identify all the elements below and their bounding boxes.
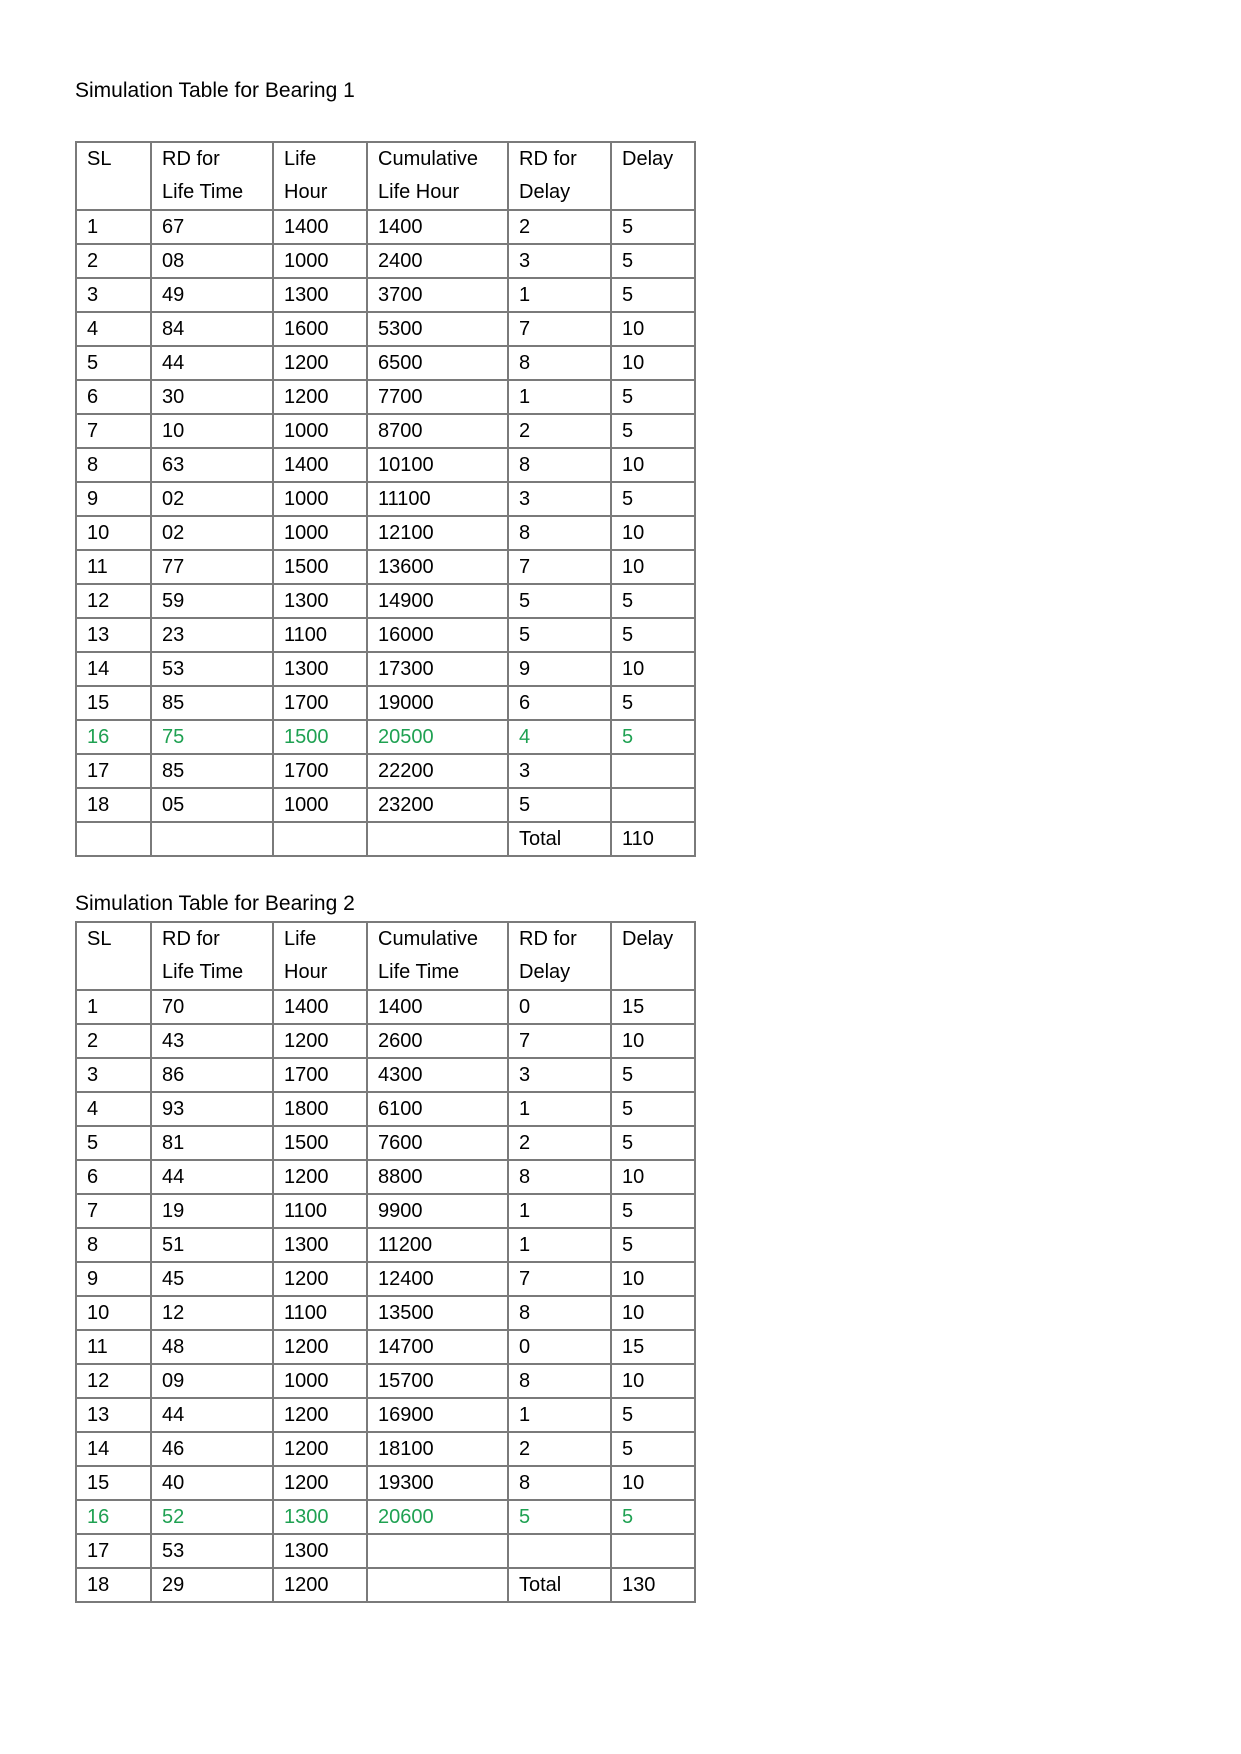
table-row: [76, 1432, 695, 1466]
cell-cumulative: 13500: [367, 1296, 508, 1330]
cell-cumulative: 2600: [367, 1024, 508, 1058]
cell-cumulative: [367, 1568, 508, 1602]
cell-delay: 110: [611, 822, 695, 856]
cell-rd-life-time: 44: [151, 1160, 273, 1194]
bearing1-simulation-table: [75, 141, 696, 857]
cell-sl: 18: [76, 1568, 151, 1602]
cell-delay: 5: [611, 686, 695, 720]
cell-sl: 17: [76, 1534, 151, 1568]
cell-delay: 5: [611, 618, 695, 652]
cell-cumulative: 7600: [367, 1126, 508, 1160]
cell-rd-life-time: 30: [151, 380, 273, 414]
header-rd-life-time: [151, 142, 273, 210]
cell-delay: 5: [611, 720, 695, 754]
cell-cumulative: 3700: [367, 278, 508, 312]
header-line: Delay: [622, 928, 674, 950]
cell-delay: 5: [611, 1432, 695, 1466]
cell-rd-delay: 5: [508, 584, 611, 618]
table-row: [76, 312, 695, 346]
table-row: [76, 788, 695, 822]
cell-rd-delay: 1: [508, 380, 611, 414]
cell-delay: 10: [611, 516, 695, 550]
cell-sl: 15: [76, 686, 151, 720]
cell-rd-life-time: 40: [151, 1466, 273, 1500]
bearing1-title: Simulation Table for Bearing 1: [75, 79, 355, 102]
cell-life-hour: 1200: [273, 1432, 367, 1466]
cell-rd-life-time: 63: [151, 448, 273, 482]
cell-delay: [611, 754, 695, 788]
cell-delay: 5: [611, 380, 695, 414]
table-row: [76, 1534, 695, 1568]
table-row: [76, 1024, 695, 1058]
table-row: [76, 584, 695, 618]
cell-delay: 5: [611, 1398, 695, 1432]
cell-life-hour: 1500: [273, 720, 367, 754]
cell-rd-life-time: 51: [151, 1228, 273, 1262]
cell-sl: 7: [76, 1194, 151, 1228]
header-life-hour: [273, 922, 367, 990]
cell-delay: 10: [611, 550, 695, 584]
header-line: Life: [284, 148, 317, 170]
cell-sl: 18: [76, 788, 151, 822]
cell-sl: 1: [76, 990, 151, 1024]
header-sl: [76, 142, 151, 210]
cell-life-hour: 1200: [273, 1024, 367, 1058]
table-row: [76, 1126, 695, 1160]
table-row: [76, 1092, 695, 1126]
cell-life-hour: 1400: [273, 448, 367, 482]
header-delay: [611, 142, 695, 210]
cell-life-hour: 1000: [273, 414, 367, 448]
cell-sl: 10: [76, 516, 151, 550]
cell-delay: 10: [611, 1160, 695, 1194]
header-line: Delay: [519, 181, 571, 203]
header-line: RD for: [519, 928, 577, 950]
cell-rd-delay: [508, 1534, 611, 1568]
table-row: [76, 1296, 695, 1330]
cell-rd-life-time: 45: [151, 1262, 273, 1296]
cell-rd-life-time: [151, 822, 273, 856]
cell-delay: 15: [611, 990, 695, 1024]
cell-cumulative: 23200: [367, 788, 508, 822]
cell-rd-delay: 3: [508, 244, 611, 278]
cell-cumulative: 19000: [367, 686, 508, 720]
cell-life-hour: 1300: [273, 652, 367, 686]
header-line: Life Time: [162, 961, 244, 983]
cell-rd-life-time: 12: [151, 1296, 273, 1330]
table-row: [76, 550, 695, 584]
cell-cumulative: 18100: [367, 1432, 508, 1466]
cell-cumulative: 13600: [367, 550, 508, 584]
cell-life-hour: 1000: [273, 244, 367, 278]
cell-delay: 10: [611, 1296, 695, 1330]
cell-rd-delay: 2: [508, 414, 611, 448]
cell-sl: 17: [76, 754, 151, 788]
cell-rd-delay: 1: [508, 1092, 611, 1126]
table-row: [76, 244, 695, 278]
cell-cumulative: 8800: [367, 1160, 508, 1194]
cell-rd-life-time: 23: [151, 618, 273, 652]
cell-life-hour: 1700: [273, 1058, 367, 1092]
cell-sl: 8: [76, 448, 151, 482]
header-line: RD for: [162, 148, 220, 170]
cell-life-hour: 1400: [273, 990, 367, 1024]
table-row: [76, 1330, 695, 1364]
header-line: Delay: [519, 961, 571, 983]
cell-cumulative: 11200: [367, 1228, 508, 1262]
cell-life-hour: 1200: [273, 1330, 367, 1364]
header-line: Hour: [284, 961, 328, 983]
header-line: Hour: [284, 181, 328, 203]
table-row: [76, 990, 695, 1024]
cell-rd-life-time: 02: [151, 516, 273, 550]
cell-rd-delay: Total: [508, 1568, 611, 1602]
table-row: [76, 754, 695, 788]
cell-rd-life-time: 67: [151, 210, 273, 244]
cell-delay: 5: [611, 1092, 695, 1126]
cell-life-hour: 1300: [273, 1534, 367, 1568]
cell-life-hour: 1100: [273, 1194, 367, 1228]
cell-rd-delay: 4: [508, 720, 611, 754]
cell-rd-life-time: 10: [151, 414, 273, 448]
header-line: Life Hour: [378, 181, 460, 203]
table-row: [76, 516, 695, 550]
table-row-highlighted: [76, 1500, 695, 1534]
cell-life-hour: 1300: [273, 1500, 367, 1534]
cell-rd-life-time: 09: [151, 1364, 273, 1398]
header-line: SL: [87, 928, 112, 950]
cell-life-hour: 1200: [273, 346, 367, 380]
cell-rd-delay: 5: [508, 1500, 611, 1534]
cell-rd-delay: 8: [508, 448, 611, 482]
cell-sl: 11: [76, 1330, 151, 1364]
cell-sl: 12: [76, 1364, 151, 1398]
cell-rd-delay: 8: [508, 1364, 611, 1398]
cell-rd-life-time: 02: [151, 482, 273, 516]
cell-delay: [611, 1534, 695, 1568]
cell-sl: 13: [76, 1398, 151, 1432]
table-row: [76, 1194, 695, 1228]
cell-rd-delay: 0: [508, 990, 611, 1024]
cell-delay: 5: [611, 414, 695, 448]
table-header-row: [76, 922, 695, 990]
cell-delay: 5: [611, 1194, 695, 1228]
cell-delay: [611, 788, 695, 822]
cell-cumulative: [367, 822, 508, 856]
table-row: [76, 1228, 695, 1262]
table-row: [76, 652, 695, 686]
cell-life-hour: 1200: [273, 1262, 367, 1296]
cell-sl: 11: [76, 550, 151, 584]
cell-life-hour: 1400: [273, 210, 367, 244]
table-row-highlighted: [76, 720, 695, 754]
cell-cumulative: 10100: [367, 448, 508, 482]
header-cumulative: [367, 142, 508, 210]
cell-delay: 10: [611, 346, 695, 380]
cell-delay: 10: [611, 1262, 695, 1296]
cell-rd-delay: 5: [508, 788, 611, 822]
table-row: [76, 822, 695, 856]
cell-rd-delay: 5: [508, 618, 611, 652]
header-sl: [76, 922, 151, 990]
cell-life-hour: 1700: [273, 686, 367, 720]
cell-life-hour: 1200: [273, 1398, 367, 1432]
cell-life-hour: 1000: [273, 516, 367, 550]
cell-delay: 5: [611, 482, 695, 516]
header-line: Life Time: [378, 961, 460, 983]
table-header-row: [76, 142, 695, 210]
cell-rd-delay: 8: [508, 346, 611, 380]
table-row: [76, 414, 695, 448]
cell-rd-delay: 3: [508, 1058, 611, 1092]
table-row: [76, 1160, 695, 1194]
header-rd-delay: [508, 922, 611, 990]
cell-cumulative: 14700: [367, 1330, 508, 1364]
cell-delay: 10: [611, 652, 695, 686]
cell-sl: 4: [76, 312, 151, 346]
header-cumulative: [367, 922, 508, 990]
cell-sl: 9: [76, 1262, 151, 1296]
cell-rd-delay: 7: [508, 1262, 611, 1296]
cell-sl: 6: [76, 1160, 151, 1194]
bearing2-simulation-table: [75, 921, 696, 1603]
cell-delay: 5: [611, 1500, 695, 1534]
cell-sl: 5: [76, 346, 151, 380]
cell-sl: 5: [76, 1126, 151, 1160]
cell-cumulative: 11100: [367, 482, 508, 516]
cell-rd-delay: 7: [508, 550, 611, 584]
cell-sl: 4: [76, 1092, 151, 1126]
cell-life-hour: 1500: [273, 550, 367, 584]
cell-rd-life-time: 53: [151, 1534, 273, 1568]
cell-life-hour: 1200: [273, 1568, 367, 1602]
cell-delay: 10: [611, 448, 695, 482]
cell-rd-delay: 0: [508, 1330, 611, 1364]
cell-rd-life-time: 70: [151, 990, 273, 1024]
cell-rd-life-time: 05: [151, 788, 273, 822]
cell-delay: 5: [611, 1228, 695, 1262]
cell-rd-delay: 8: [508, 516, 611, 550]
table-row: [76, 210, 695, 244]
table-row: [76, 448, 695, 482]
cell-rd-delay: 1: [508, 1398, 611, 1432]
header-rd-delay: [508, 142, 611, 210]
cell-rd-delay: 9: [508, 652, 611, 686]
cell-life-hour: [273, 822, 367, 856]
cell-rd-life-time: 29: [151, 1568, 273, 1602]
header-line: RD for: [162, 928, 220, 950]
cell-delay: 5: [611, 1058, 695, 1092]
cell-sl: [76, 822, 151, 856]
cell-delay: 130: [611, 1568, 695, 1602]
cell-delay: 5: [611, 278, 695, 312]
cell-rd-life-time: 86: [151, 1058, 273, 1092]
header-line: Life Time: [162, 181, 244, 203]
cell-rd-delay: 6: [508, 686, 611, 720]
cell-rd-delay: 8: [508, 1466, 611, 1500]
header-delay: [611, 922, 695, 990]
bearing2-title: Simulation Table for Bearing 2: [75, 892, 355, 915]
cell-sl: 3: [76, 278, 151, 312]
header-line: Cumulative: [378, 928, 479, 950]
cell-rd-life-time: 44: [151, 1398, 273, 1432]
header-line: RD for: [519, 148, 577, 170]
cell-rd-life-time: 08: [151, 244, 273, 278]
table-row: [76, 482, 695, 516]
cell-sl: 2: [76, 244, 151, 278]
cell-rd-life-time: 53: [151, 652, 273, 686]
cell-cumulative: 17300: [367, 652, 508, 686]
cell-rd-life-time: 84: [151, 312, 273, 346]
cell-cumulative: 1400: [367, 990, 508, 1024]
header-line: Cumulative: [378, 148, 479, 170]
cell-rd-delay: 8: [508, 1160, 611, 1194]
cell-life-hour: 1600: [273, 312, 367, 346]
cell-sl: 1: [76, 210, 151, 244]
cell-life-hour: 1200: [273, 380, 367, 414]
cell-sl: 3: [76, 1058, 151, 1092]
cell-cumulative: 4300: [367, 1058, 508, 1092]
cell-sl: 7: [76, 414, 151, 448]
cell-delay: 10: [611, 1364, 695, 1398]
cell-cumulative: 15700: [367, 1364, 508, 1398]
cell-sl: 10: [76, 1296, 151, 1330]
header-line: SL: [87, 148, 112, 170]
cell-rd-life-time: 52: [151, 1500, 273, 1534]
header-life-hour: [273, 142, 367, 210]
table-row: [76, 380, 695, 414]
cell-cumulative: 9900: [367, 1194, 508, 1228]
cell-life-hour: 1000: [273, 788, 367, 822]
cell-rd-life-time: 44: [151, 346, 273, 380]
cell-cumulative: 1400: [367, 210, 508, 244]
cell-sl: 9: [76, 482, 151, 516]
cell-life-hour: 1700: [273, 754, 367, 788]
cell-rd-delay: 2: [508, 210, 611, 244]
cell-sl: 14: [76, 652, 151, 686]
cell-delay: 15: [611, 1330, 695, 1364]
cell-life-hour: 1300: [273, 584, 367, 618]
table-row: [76, 346, 695, 380]
cell-rd-delay: 8: [508, 1296, 611, 1330]
cell-rd-life-time: 85: [151, 686, 273, 720]
cell-cumulative: 16900: [367, 1398, 508, 1432]
cell-cumulative: 5300: [367, 312, 508, 346]
cell-delay: 10: [611, 1466, 695, 1500]
cell-cumulative: 6100: [367, 1092, 508, 1126]
cell-life-hour: 1500: [273, 1126, 367, 1160]
cell-rd-life-time: 77: [151, 550, 273, 584]
header-line: Life: [284, 928, 317, 950]
cell-cumulative: 22200: [367, 754, 508, 788]
cell-cumulative: 2400: [367, 244, 508, 278]
cell-rd-life-time: 49: [151, 278, 273, 312]
cell-rd-delay: 7: [508, 312, 611, 346]
table-row: [76, 686, 695, 720]
cell-sl: 14: [76, 1432, 151, 1466]
cell-rd-delay: Total: [508, 822, 611, 856]
cell-cumulative: 16000: [367, 618, 508, 652]
cell-life-hour: 1300: [273, 278, 367, 312]
cell-cumulative: 6500: [367, 346, 508, 380]
cell-rd-delay: 2: [508, 1126, 611, 1160]
cell-sl: 16: [76, 720, 151, 754]
cell-rd-life-time: 85: [151, 754, 273, 788]
cell-rd-delay: 7: [508, 1024, 611, 1058]
cell-sl: 6: [76, 380, 151, 414]
cell-life-hour: 1200: [273, 1466, 367, 1500]
cell-cumulative: 14900: [367, 584, 508, 618]
cell-delay: 5: [611, 244, 695, 278]
cell-rd-life-time: 81: [151, 1126, 273, 1160]
cell-life-hour: 1800: [273, 1092, 367, 1126]
cell-rd-life-time: 48: [151, 1330, 273, 1364]
table-row: [76, 1364, 695, 1398]
cell-sl: 8: [76, 1228, 151, 1262]
cell-rd-life-time: 93: [151, 1092, 273, 1126]
table-row: [76, 1262, 695, 1296]
cell-life-hour: 1200: [273, 1160, 367, 1194]
header-line: Delay: [622, 148, 674, 170]
cell-rd-delay: 3: [508, 754, 611, 788]
header-rd-life-time: [151, 922, 273, 990]
cell-life-hour: 1100: [273, 1296, 367, 1330]
cell-cumulative: 8700: [367, 414, 508, 448]
cell-rd-delay: 3: [508, 482, 611, 516]
cell-rd-delay: 2: [508, 1432, 611, 1466]
cell-cumulative: 12100: [367, 516, 508, 550]
cell-life-hour: 1000: [273, 482, 367, 516]
cell-delay: 5: [611, 584, 695, 618]
cell-life-hour: 1000: [273, 1364, 367, 1398]
table-row: [76, 1398, 695, 1432]
cell-sl: 16: [76, 1500, 151, 1534]
cell-delay: 5: [611, 210, 695, 244]
cell-sl: 15: [76, 1466, 151, 1500]
cell-cumulative: 19300: [367, 1466, 508, 1500]
cell-rd-life-time: 46: [151, 1432, 273, 1466]
cell-life-hour: 1100: [273, 618, 367, 652]
cell-cumulative: 7700: [367, 380, 508, 414]
cell-delay: 10: [611, 312, 695, 346]
cell-sl: 13: [76, 618, 151, 652]
table-row: [76, 1466, 695, 1500]
table-row: [76, 618, 695, 652]
table-row: [76, 1058, 695, 1092]
cell-rd-delay: 1: [508, 1194, 611, 1228]
cell-rd-life-time: 75: [151, 720, 273, 754]
cell-rd-delay: 1: [508, 1228, 611, 1262]
cell-sl: 12: [76, 584, 151, 618]
table-row: [76, 1568, 695, 1602]
cell-delay: 5: [611, 1126, 695, 1160]
cell-rd-life-time: 43: [151, 1024, 273, 1058]
cell-rd-life-time: 59: [151, 584, 273, 618]
table-row: [76, 278, 695, 312]
cell-rd-life-time: 19: [151, 1194, 273, 1228]
cell-cumulative: [367, 1534, 508, 1568]
cell-cumulative: 20500: [367, 720, 508, 754]
cell-cumulative: 20600: [367, 1500, 508, 1534]
cell-delay: 10: [611, 1024, 695, 1058]
cell-cumulative: 12400: [367, 1262, 508, 1296]
cell-rd-delay: 1: [508, 278, 611, 312]
cell-sl: 2: [76, 1024, 151, 1058]
cell-life-hour: 1300: [273, 1228, 367, 1262]
